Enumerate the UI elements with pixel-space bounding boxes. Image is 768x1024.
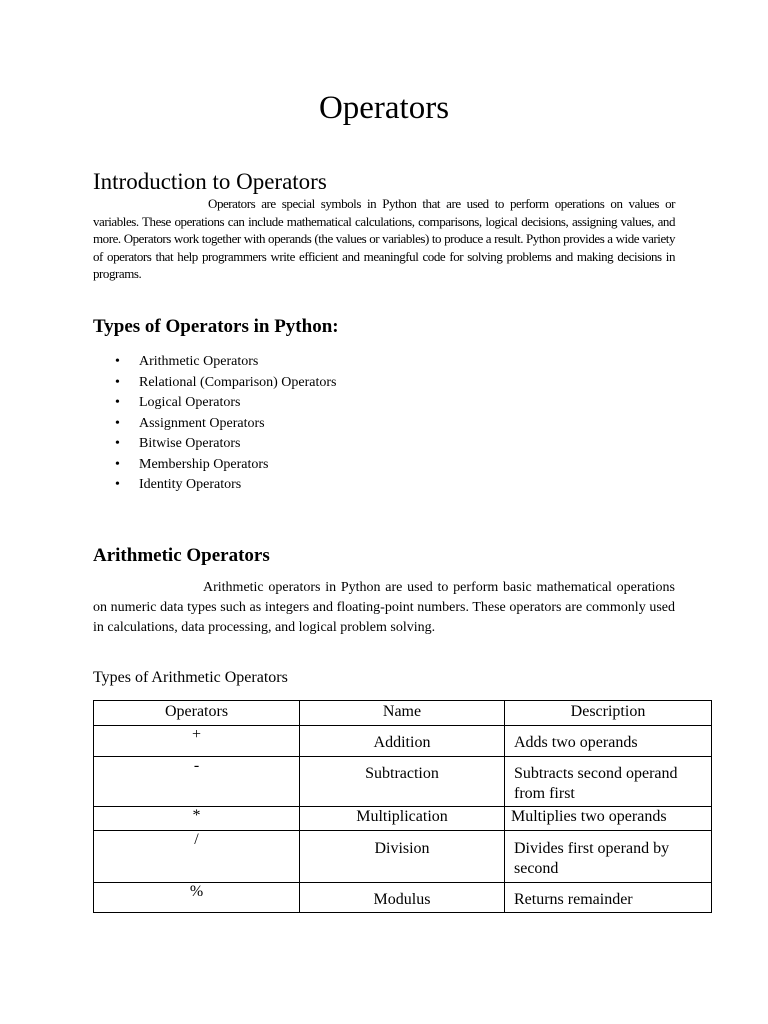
header-name: Name xyxy=(300,701,505,726)
arithmetic-paragraph: Arithmetic operators in Python are used to perform basic mathematical operations on numeric data types such as integers and floating-point numbers. These operators are commonly used in calculations, data processing, and logical problem solving. xyxy=(93,580,675,635)
table-row xyxy=(94,883,712,913)
list-item xyxy=(93,434,337,455)
operator-description: Subtracts second operand from first xyxy=(505,757,712,807)
operator-name: Addition xyxy=(300,726,505,757)
header-description: Description xyxy=(505,701,712,726)
bullet-icon: • xyxy=(115,395,120,410)
bullet-icon: • xyxy=(115,456,120,472)
operator-symbol: * xyxy=(94,807,300,831)
list-item xyxy=(93,414,337,435)
list-item-label: Relational (Comparison) Operators xyxy=(139,374,337,390)
arithmetic-table-label: Types of Arithmetic Operators xyxy=(93,669,288,686)
operator-description: Returns remainder xyxy=(505,883,712,913)
list-item-label: Bitwise Operators xyxy=(139,436,241,451)
bullet-icon: • xyxy=(115,436,120,451)
table-row xyxy=(94,831,712,883)
arithmetic-heading: Arithmetic Operators xyxy=(93,545,270,566)
operator-name: Division xyxy=(300,831,505,883)
list-item-label: Assignment Operators xyxy=(139,415,265,431)
header-operators: Operators xyxy=(94,701,300,726)
list-item xyxy=(93,475,337,496)
operator-symbol: + xyxy=(94,726,300,757)
list-item-label: Logical Operators xyxy=(139,395,241,410)
list-item-label: Identity Operators xyxy=(139,477,242,492)
list-item xyxy=(93,352,337,373)
operator-types-list xyxy=(93,352,337,496)
list-item xyxy=(93,373,337,394)
operator-symbol: % xyxy=(94,883,300,913)
table-header-row xyxy=(94,701,712,726)
intro-paragraph: Operators are special symbols in Python that are used to perform operations on values or variables. These operations can include mathematical calculations, comparisons, logical decisions, assigning values, and more. Operators work together with operands (the values or variables) to produce a result. Python provides a wide variety of operators that help programmers write efficient and meaningful code for solving problems and making decisions in programs. xyxy=(93,196,675,281)
table-row xyxy=(94,807,712,831)
table-row xyxy=(94,726,712,757)
operator-description: Adds two operands xyxy=(505,726,712,757)
operator-name: Multiplication xyxy=(300,807,505,831)
operator-description: Multiplies two operands xyxy=(505,807,712,831)
table-row xyxy=(94,757,712,807)
list-item-label: Arithmetic Operators xyxy=(139,354,259,369)
types-heading: Types of Operators in Python: xyxy=(93,316,339,337)
operator-description: Divides first operand by second xyxy=(505,831,712,883)
list-item-label: Membership Operators xyxy=(139,456,269,472)
arithmetic-operators-table xyxy=(93,700,712,913)
operator-name: Subtraction xyxy=(300,757,505,807)
operator-symbol: / xyxy=(94,831,300,883)
operator-name: Modulus xyxy=(300,883,505,913)
bullet-icon: • xyxy=(115,374,120,390)
page-title: Operators xyxy=(318,90,450,126)
bullet-icon: • xyxy=(115,354,120,369)
bullet-icon: • xyxy=(115,415,120,431)
intro-heading: Introduction to Operators xyxy=(93,169,327,194)
list-item xyxy=(93,455,337,476)
list-item xyxy=(93,393,337,414)
operator-symbol: - xyxy=(94,757,300,807)
bullet-icon: • xyxy=(115,477,120,492)
